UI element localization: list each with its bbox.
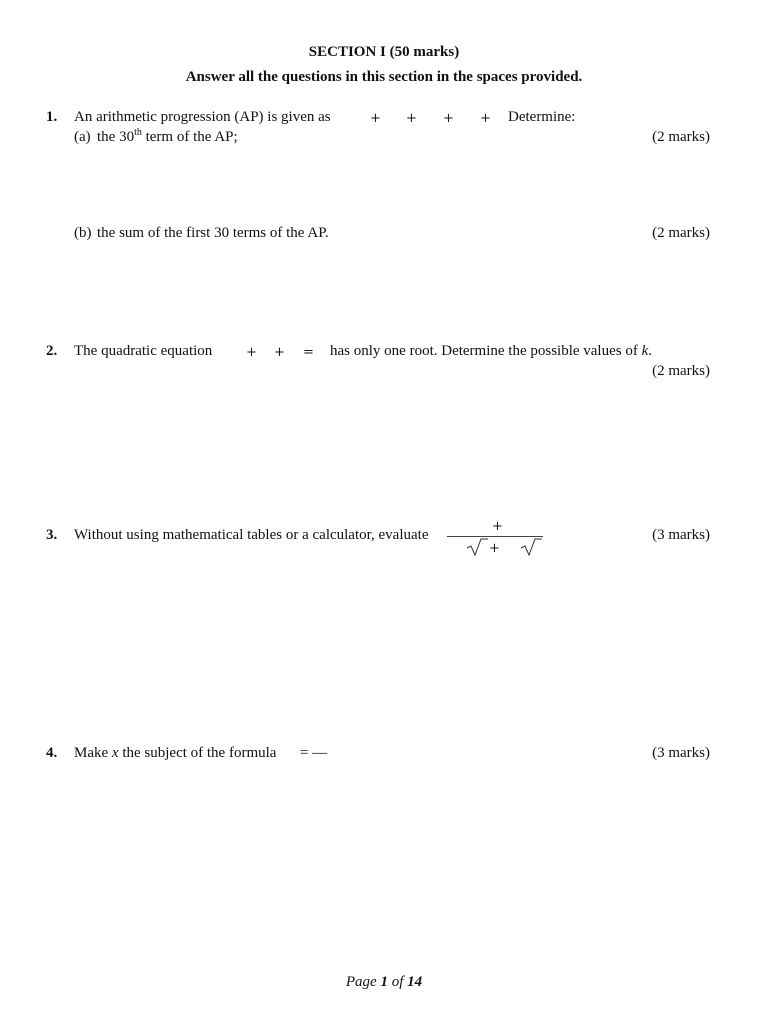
- math-sign: +: [370, 111, 381, 126]
- variable-x: x: [111, 745, 119, 761]
- part-text: [97, 129, 238, 146]
- page-word: Page: [345, 974, 377, 990]
- numerator-sign: +: [492, 519, 503, 534]
- part-text-before: the 30: [97, 129, 135, 145]
- question-text-after: the subject of the formula: [122, 745, 277, 761]
- marks-label: (3 marks): [652, 745, 710, 761]
- question-number: 1.: [46, 109, 58, 125]
- question-text: Without using mathematical tables or a calculator, evaluate: [74, 527, 429, 543]
- marks-label: (3 marks): [652, 527, 710, 543]
- question-number: 3.: [46, 527, 58, 543]
- question-number: 2.: [46, 343, 58, 359]
- part-text: the sum of the first 30 terms of the AP.: [97, 225, 329, 241]
- math-sign: +: [443, 111, 454, 126]
- ordinal-superscript: th: [134, 127, 142, 138]
- question-text-after: Determine:: [508, 109, 576, 125]
- total-pages: 14: [407, 974, 423, 990]
- question-text-before: Make: [74, 745, 109, 761]
- question-text: The quadratic equation: [74, 343, 213, 359]
- math-sign: =: [303, 345, 314, 360]
- denominator-sign: +: [489, 541, 500, 556]
- question-number: 4.: [46, 745, 58, 761]
- marks-label: (2 marks): [652, 129, 710, 145]
- math-sign: +: [274, 345, 285, 360]
- formula-expression: = —: [300, 745, 328, 761]
- part-text-after: term of the AP;: [141, 129, 238, 145]
- question-text: [74, 745, 276, 762]
- question-text-after: [330, 343, 652, 360]
- part-label: (a): [74, 129, 91, 145]
- question-text-after-main: has only one root. Determine the possible values of: [330, 343, 638, 359]
- question-text: An arithmetic progression (AP) is given as: [74, 109, 331, 125]
- section-instruction: Answer all the questions in this section in the spaces provided.: [185, 69, 583, 85]
- page-number: 1: [380, 974, 388, 990]
- math-sign: +: [406, 111, 417, 126]
- marks-label: (2 marks): [652, 225, 710, 241]
- part-label: (b): [74, 225, 92, 241]
- square-root-symbol: [520, 537, 542, 557]
- marks-label: (2 marks): [652, 363, 710, 379]
- math-sign: +: [246, 345, 257, 360]
- period: .: [648, 343, 653, 359]
- of-word: of: [391, 974, 404, 990]
- math-sign: +: [480, 111, 491, 126]
- page-footer: [0, 974, 768, 991]
- square-root-symbol: [466, 537, 488, 557]
- section-title: SECTION I (50 marks): [308, 44, 460, 60]
- variable-k: k: [641, 343, 649, 359]
